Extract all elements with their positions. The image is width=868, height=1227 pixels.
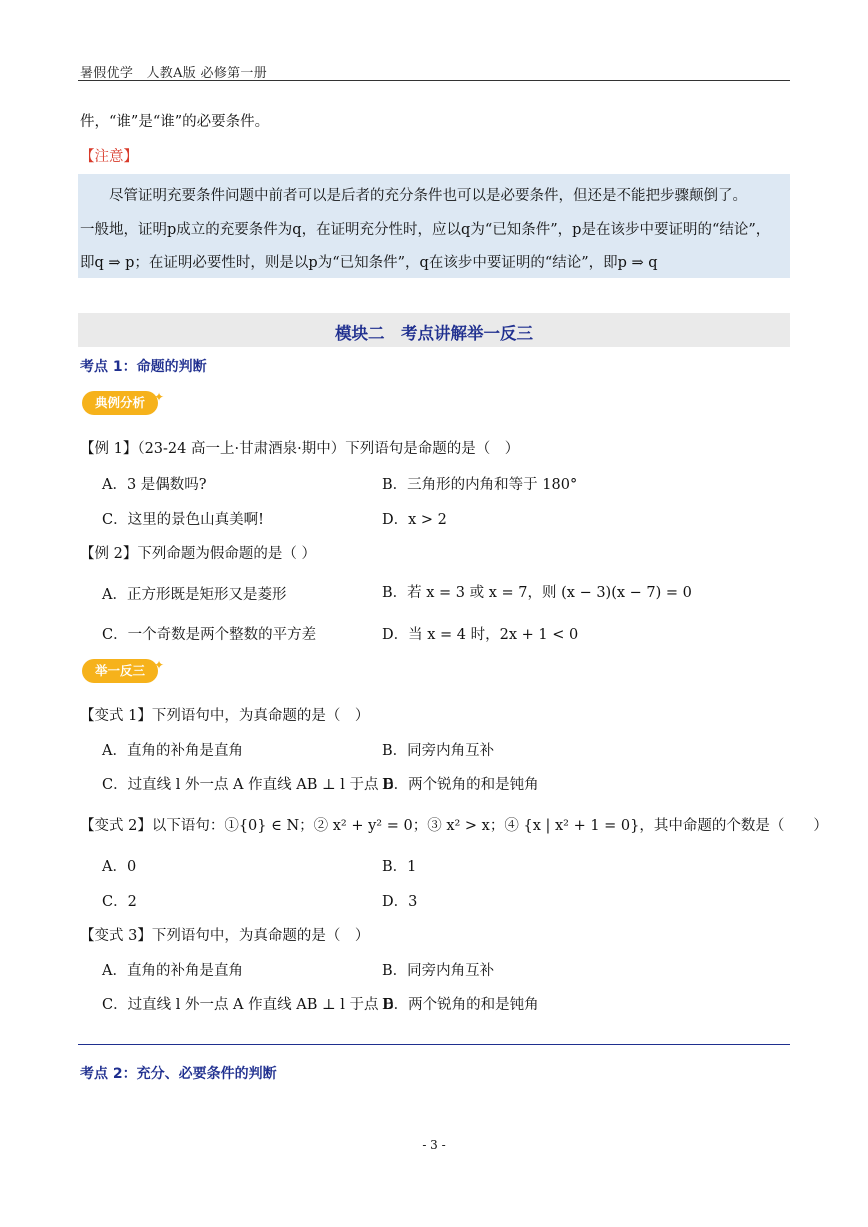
variant-3-option-b: B．同旁内角互补	[382, 963, 495, 979]
sparkle-icon: ✦	[153, 658, 164, 672]
variant-1-option-d: D．两个锐角的和是钝角	[382, 777, 539, 793]
sparkle-icon: ✦	[153, 390, 164, 404]
badge-juyifansan	[82, 658, 164, 683]
section-divider	[78, 1044, 790, 1045]
variant-3-stem: 【变式 3】下列语句中，为真命题的是（ ）	[80, 928, 370, 944]
example-2-option-a: A．正方形既是矩形又是菱形	[102, 587, 287, 603]
variant-2-option-c: C．2	[102, 894, 137, 910]
note-label: 【注意】	[80, 149, 138, 165]
module-banner	[78, 313, 790, 347]
variant-3-option-a: A．直角的补角是直角	[102, 963, 243, 979]
example-2-option-d: D．当 x = 4 时，2x + 1 < 0	[382, 627, 579, 643]
variant-2-option-a: A．0	[102, 859, 137, 875]
example-1-option-b: B．三角形的内角和等于 180°	[382, 477, 578, 493]
variant-2-option-b: B．1	[382, 859, 417, 875]
variant-1-option-b: B．同旁内角互补	[382, 743, 495, 759]
variant-1-option-a: A．直角的补角是直角	[102, 743, 243, 759]
example-2-option-b: B．若 x = 3 或 x = 7，则 (x − 3)(x − 7) = 0	[382, 585, 692, 601]
variant-3-option-d: D．两个锐角的和是钝角	[382, 997, 539, 1013]
running-header: 暑假优学 人教A版 必修第一册	[80, 66, 268, 81]
example-1-option-a: A．3 是偶数吗?	[102, 477, 207, 493]
note-line-2: 一般地，证明p成立的充要条件为q，在证明充分性时，应以q为“已知条件”，p是在该步中要证明的“结论”，	[80, 222, 771, 238]
variant-1-stem: 【变式 1】下列语句中，为真命题的是（ ）	[80, 708, 370, 724]
variant-2-option-d: D．3	[382, 894, 418, 910]
kaodian-2-title: 考点 2：充分、必要条件的判断	[80, 1066, 277, 1082]
example-1-option-c: C．这里的景色山真美啊!	[102, 512, 264, 528]
variant-3-option-c: C．过直线 l 外一点 A 作直线 AB ⊥ l 于点 B	[102, 997, 394, 1013]
badge-juyifansan-label: 举一反三	[94, 663, 145, 678]
intro-line: 件，“谁”是“谁”的必要条件。	[80, 114, 270, 130]
note-line-3: 即q ⇒ p；在证明必要性时，则是以p为“已知条件”，q在该步中要证明的“结论”，即p ⇒ q	[80, 255, 658, 271]
note-line-1: 尽管证明充要条件问题中前者可以是后者的充分条件也可以是必要条件，但还是不能把步骤颠倒了。	[109, 188, 747, 204]
badge-dianli	[82, 390, 164, 415]
example-1-stem: 【例 1】（23-24 高一上·甘肃酒泉·期中）下列语句是命题的是（ ）	[80, 441, 520, 457]
kaodian-1-title: 考点 1：命题的判断	[80, 359, 207, 375]
page-number: - 3 -	[422, 1138, 446, 1152]
variant-2-stem: 【变式 2】以下语句：①{0} ∈ N；② x² + y² = 0；③ x² > x；④ {x | x² + 1 = 0}，其中命题的个数是（ ）	[80, 818, 828, 834]
module-title: 模块二 考点讲解举一反三	[335, 324, 533, 343]
badge-dianli-label: 典例分析	[94, 395, 145, 410]
header-divider	[78, 80, 790, 81]
variant-1-option-c: C．过直线 l 外一点 A 作直线 AB ⊥ l 于点 B	[102, 777, 394, 793]
example-2-option-c: C．一个奇数是两个整数的平方差	[102, 627, 317, 643]
example-2-stem: 【例 2】下列命题为假命题的是（ ）	[80, 546, 316, 562]
example-1-option-d: D．x > 2	[382, 512, 447, 528]
